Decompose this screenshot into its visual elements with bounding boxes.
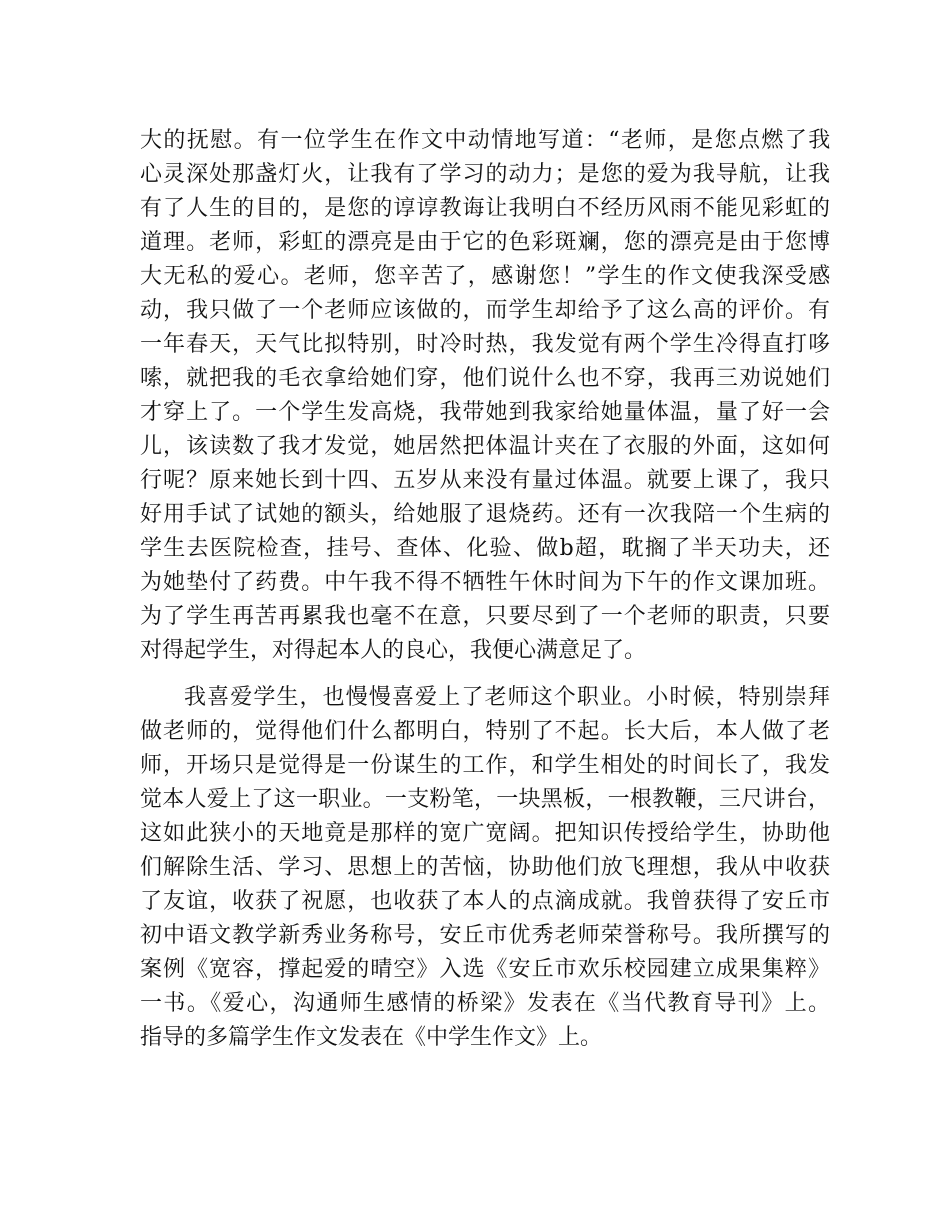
text-line: 大的抚慰。有一位学生在作文中动情地写道：“老师，是您点燃了我 [140, 128, 832, 153]
text-line: 初中语文教学新秀业务称号，安丘市优秀老师荣誉称号。我所撰写的 [140, 923, 832, 948]
text-line: 们解除生活、学习、思想上的苦恼，协助他们放飞理想，我从中收获 [140, 855, 832, 880]
text-line: 有了人生的目的，是您的谆谆教诲让我明白不经历风雨不能见彩虹的 [140, 196, 832, 221]
text-line: 儿，该读数了我才发觉，她居然把体温计夹在了衣服的外面，这如何 [140, 434, 832, 459]
text-line: 学生去医院检查，挂号、查体、化验、做b超，耽搁了半天功夫，还 [140, 536, 832, 561]
text-line: 做老师的，觉得他们什么都明白，特别了不起。长大后，本人做了老 [140, 719, 832, 744]
text-line: 一书。《爱心，沟通师生感情的桥梁》发表在《当代教育导刊》上。 [140, 991, 832, 1016]
text-line: 好用手试了试她的额头，给她服了退烧药。还有一次我陪一个生病的 [140, 502, 832, 527]
text-line: 这如此狭小的天地竟是那样的宽广宽阔。把知识传授给学生，协助他 [140, 821, 832, 846]
text-line: 为她垫付了药费。中午我不得不牺牲午休时间为下午的作文课加班。 [140, 570, 832, 595]
text-line: 为了学生再苦再累我也毫不在意，只要尽到了一个老师的职责，只要 [140, 604, 832, 629]
text-line: 对得起学生，对得起本人的良心，我便心满意足了。 [140, 638, 647, 663]
text-line: 动，我只做了一个老师应该做的，而学生却给予了这么高的评价。有 [140, 298, 832, 323]
text-line: 师，开场只是觉得是一份谋生的工作，和学生相处的时间长了，我发 [140, 753, 832, 778]
text-line: 指导的多篇学生作文发表在《中学生作文》上。 [140, 1025, 603, 1050]
text-line: 嗦，就把我的毛衣拿给她们穿，他们说什么也不穿，我再三劝说她们 [140, 366, 832, 391]
text-line: 道理。老师，彩虹的漂亮是由于它的色彩斑斓，您的漂亮是由于您博 [140, 230, 832, 255]
text-line: 才穿上了。一个学生发高烧，我带她到我家给她量体温，量了好一会 [140, 400, 832, 425]
text-line: 大无私的爱心。老师，您辛苦了，感谢您！”学生的作文使我深受感 [140, 264, 832, 289]
text-line: 我喜爱学生，也慢慢喜爱上了老师这个职业。小时候，特别崇拜 [184, 685, 832, 710]
text-line: 觉本人爱上了这一职业。一支粉笔，一块黑板，一根教鞭，三尺讲台， [140, 787, 831, 812]
text-line: 行呢？原来她长到十四、五岁从来没有量过体温。就要上课了，我只 [140, 468, 832, 493]
text-line: 了友谊，收获了祝愿，也收获了本人的点滴成就。我曾获得了安丘市 [140, 889, 832, 914]
text-line: 案例《宽容，撑起爱的晴空》入选《安丘市欢乐校园建立成果集粹》 [140, 957, 832, 982]
text-line: 一年春天，天气比拟特别，时冷时热，我发觉有两个学生冷得直打哆 [140, 332, 832, 357]
text-line: 心灵深处那盏灯火，让我有了学习的动力；是您的爱为我导航，让我 [140, 162, 832, 187]
